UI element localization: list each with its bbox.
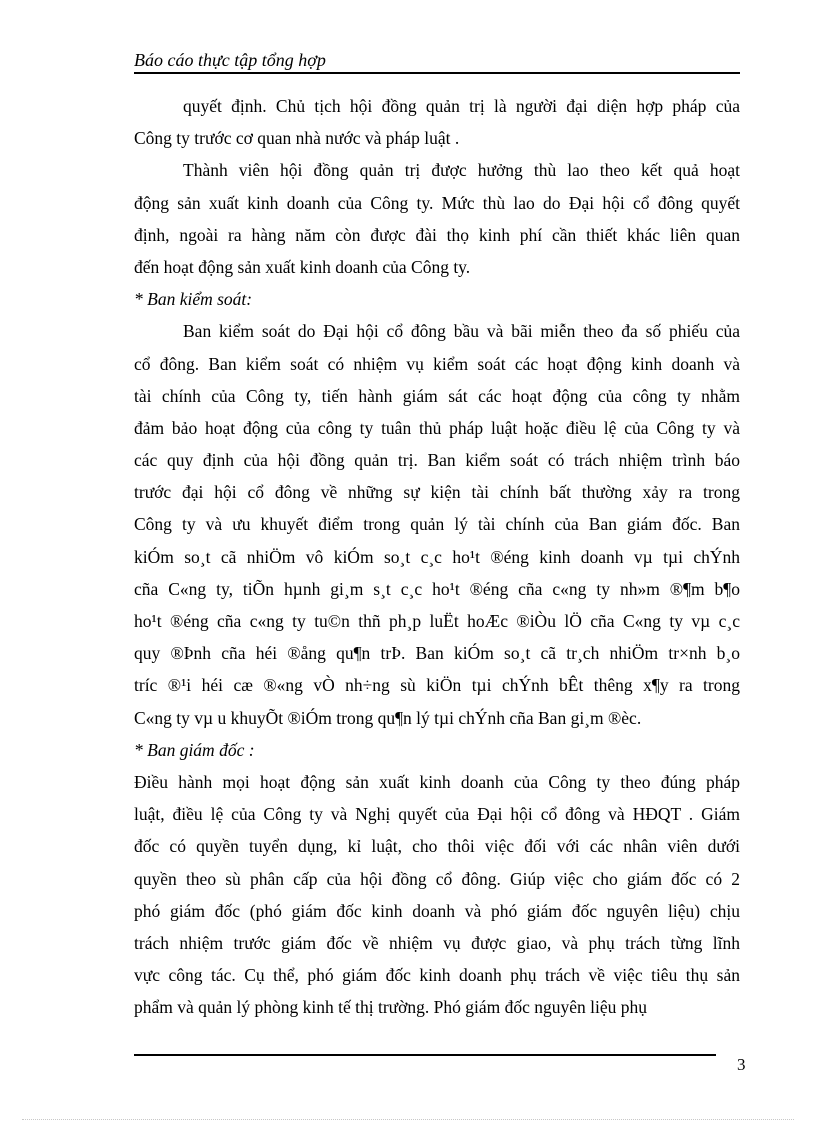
section-heading: * Ban giám đốc : bbox=[134, 739, 255, 760]
body-line: quyền theo sù phân cấp của hội đồng cổ đông. Giúp việc cho giám đốc có 2 bbox=[134, 868, 740, 889]
body-line: tríc ®¹i héi cæ ®«ng vÒ nh÷ng sù kiÖn tµi chÝnh bÊt thêng x¶y ra trong bbox=[134, 675, 740, 696]
page-number: 3 bbox=[737, 1055, 746, 1074]
header-rule bbox=[134, 72, 740, 74]
body-line: tài chính của Công ty, tiến hành giám sát các hoạt động của công ty nhằm bbox=[134, 385, 740, 406]
body-line: đốc có quyền tuyển dụng, kỉ luật, cho thôi việc đối với các nhân viên dưới bbox=[134, 836, 740, 857]
section-heading: * Ban kiểm soát: bbox=[134, 289, 253, 310]
body-line: phó giám đốc (phó giám đốc kinh doanh và phó giám đốc nguyên liệu) chịu bbox=[134, 900, 740, 921]
body-line: Công ty và ưu khuyết điểm trong quản lý tài chính của Ban giám đốc. Ban bbox=[134, 514, 740, 535]
body-line: động sản xuất kinh doanh của Công ty. Mức thù lao do Đại hội cổ đông quyết bbox=[134, 192, 740, 213]
body-line: đảm bảo hoạt động của công ty tuân thủ pháp luật hoặc điều lệ của Công ty và bbox=[134, 417, 740, 438]
body-line: ho¹t ®éng cña c«ng ty tu©n thñ ph¸p luËt hoÆc ®iÒu lÖ cña C«ng ty vµ c¸c bbox=[134, 611, 740, 631]
document-body bbox=[134, 90, 740, 1023]
footer-rule bbox=[134, 1054, 716, 1056]
body-line: C«ng ty vµ u khuyÕt ®iÓm trong qu¶n lý tµi chÝnh cña Ban gi¸m ®èc. bbox=[134, 707, 642, 728]
body-line: Ban kiểm soát do Đại hội cổ đông bầu và bãi miễn theo đa số phiếu của bbox=[183, 321, 740, 342]
body-line: trước đại hội cổ đông về những sự kiện tài chính bất thường xảy ra trong bbox=[134, 482, 740, 503]
body-line: trách nhiệm trước giám đốc về nhiệm vụ được giao, và phụ trách từng lĩnh bbox=[134, 932, 740, 953]
body-line: quy ®Þnh cña héi ®ång qu¶n trÞ. Ban kiÓm so¸t cã tr¸ch nhiÖm tr×nh b¸o bbox=[134, 643, 740, 664]
body-line: đến hoạt động sản xuất kinh doanh của Công ty. bbox=[134, 256, 471, 277]
body-line: quyết định. Chủ tịch hội đồng quản trị là người đại diện hợp pháp của bbox=[183, 96, 740, 116]
body-line: phẩm và quản lý phòng kinh tế thị trường. Phó giám đốc nguyên liệu phụ bbox=[134, 997, 648, 1018]
body-line: Thành viên hội đồng quản trị được hưởng thù lao theo kết quả hoạt bbox=[183, 160, 740, 181]
body-line: Công ty trước cơ quan nhà nước và pháp luật . bbox=[134, 128, 460, 149]
body-line: vực công tác. Cụ thể, phó giám đốc kinh doanh phụ trách về việc tiêu thụ sản bbox=[134, 965, 740, 986]
body-line: luật, điều lệ của Công ty và Nghị quyết của Đại hội cổ đông và HĐQT . Giám bbox=[134, 804, 740, 825]
body-line: cổ đông. Ban kiểm soát có nhiệm vụ kiểm soát các hoạt động kinh doanh và bbox=[134, 353, 740, 374]
body-line: các quy định của hội đồng quản trị. Ban kiểm soát có trách nhiệm trình báo bbox=[134, 450, 740, 471]
running-header-title: Báo cáo thực tập tổng hợp bbox=[134, 50, 326, 70]
body-line: Điều hành mọi hoạt động sản xuất kinh doanh của Công ty theo đúng pháp bbox=[134, 771, 740, 792]
body-line: kiÓm so¸t cã nhiÖm vô kiÓm so¸t c¸c ho¹t ®éng kinh doanh vµ tµi chÝnh bbox=[134, 546, 740, 567]
page-bottom-border bbox=[22, 1119, 794, 1120]
body-line: cña C«ng ty, tiÕn hµnh gi¸m s¸t c¸c ho¹t ®éng cña c«ng ty nh»m ®¶m b¶o bbox=[134, 578, 740, 599]
body-line: định, ngoài ra hàng năm còn được đài thọ kinh phí cần thiết khác liên quan bbox=[134, 224, 740, 245]
